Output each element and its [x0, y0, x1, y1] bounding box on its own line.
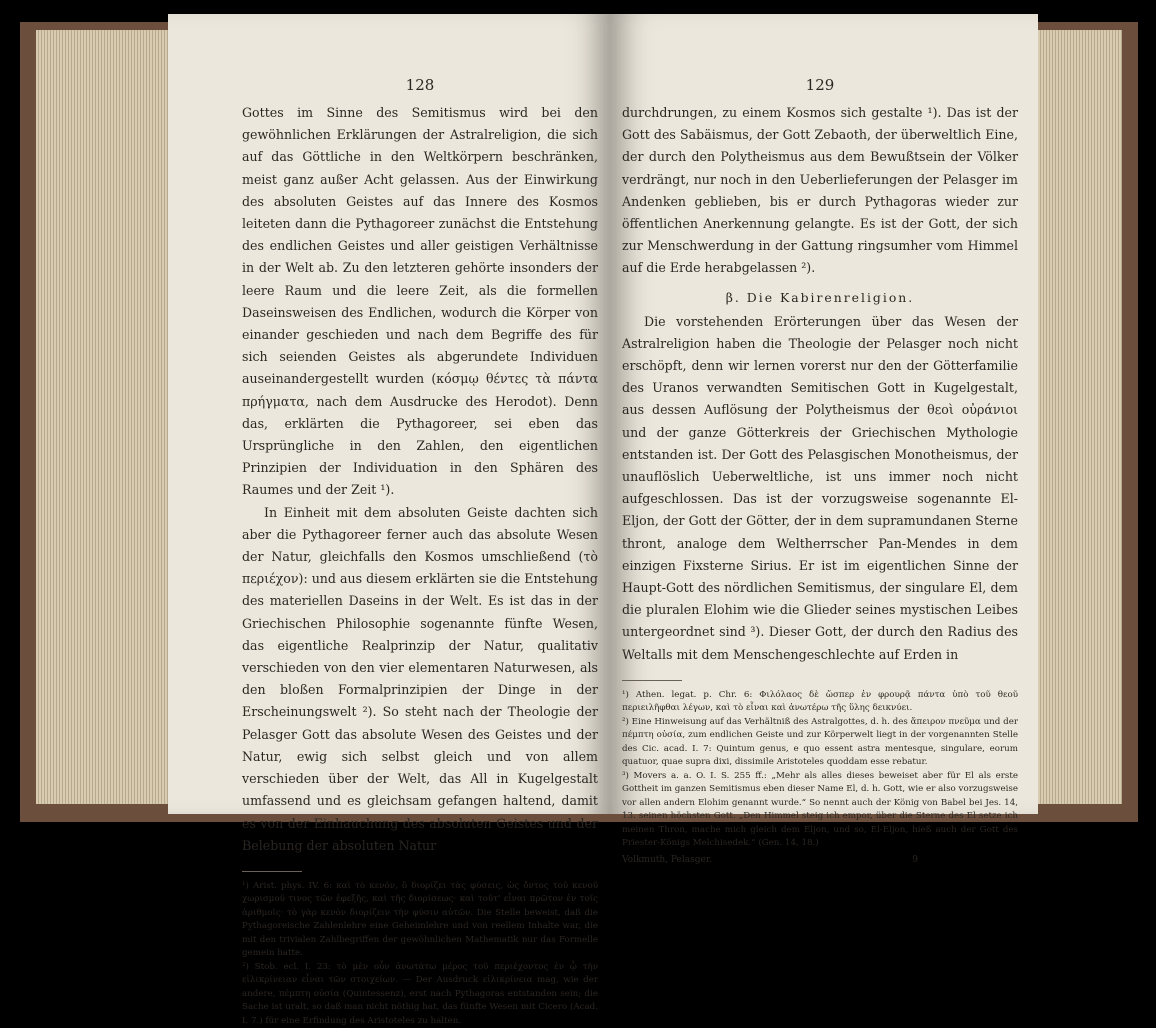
- paragraph: durchdrungen, zu einem Kosmos sich gestalte ¹). Das ist der Gott des Sabäismus, der Gott Zebaoth, der überweltlich Eine, der durch den Polytheismus aus dem Bewußtsein der Völker verdrängt, nur noch in den Ueberlieferungen der Pelasger im Andenken geblieben, bis er durch Pythagoras wieder zur öffentlichen Anerkennung gelangte. Es ist der Gott, der sich zur Menschwerdung in der Gattung ringsumher vom Himmel auf die Erde herabgelassen ²).: [622, 105, 1018, 276]
- footnote: ³) Movers a. a. O. I. S. 255 ff.: „Mehr als alles dieses beweiset aber für El als erste Gottheit im ganzen Semitismus eben dieser Name El, d. h. Gott, wie er also vorzugsweise vor allen andern Elohim genannt wurde.“ So nennt auch der König von Babel bei Jes. 14, 13. seinen höchsten Gott. „Den Himmel steig ich empor, über die Sterne des El setze ich meinen Thron, mache mich gleich dem Eljon, und so, El-Eljon, hieß auch der Gott des Priester-Königs Melchisedek.“ (Gen. 14, 18.): [622, 770, 1018, 849]
- section-heading: β. Die Kabirenreligion.: [725, 289, 915, 305]
- footnote: ¹) Athen. legat. p. Chr. 6: Φιλόλαος δὲ ὥσπερ ἐν φρουρᾷ πάντα ὑπὸ τοῦ θεοῦ περιειλῆφθαι λέγων, καὶ τὸ εἶναι καὶ ἀνωτέρω τῆς ὕλης δεικνύει.: [622, 689, 1018, 714]
- right-page: [610, 14, 1038, 865]
- right-footnotes: [622, 689, 1018, 851]
- signature-text: Volkmuth, Pelasger.: [622, 854, 712, 865]
- paragraph: In Einheit mit dem absoluten Geiste dachten sich aber die Pythagoreer ferner auch das absolute Wesen der Natur, gleichfalls den Kosmos umschließend (τὸ περιέχον): und aus diesem erklärten sie die Entstehung des materiellen Daseins in der Welt. Es ist das in der Griechischen Philosophie sogenannte fünfte Wesen, das eigentliche Realprinzip der Natur, qualitativ verschieden von den vier elementaren Naturwesen, als den bloßen Formalprinzipien der Dinge in der Erscheinungswelt ²). So steht nach der Theologie der Pelasger Gott das absolute Wesen des Geistes und der Natur, ewig sich selbst gleich und von allem verschieden über der Welt, das All in Kugelgestalt umfassend und es gleichsam gefangen haltend, damit es von der Einhauchung des absoluten Geistes und der Belebung der absoluten Natur: [242, 504, 598, 853]
- printer-signature: [622, 855, 1018, 865]
- left-footnotes: [242, 880, 598, 1028]
- footnote: ²) Stob. ecl. I. 23: τὸ μὲν οὖν ἀνωτάτω μέρος τοῦ περιέχοντος ἐν ᾧ τὴν εἰλικρίνειαν εἶναι τῶν στοιχείων. — Der Ausdruck εἰλικρίνεια mag, wie der andere, πέμπτη οὐσία (Quintessenz), erst nach Pythagoras entstanden sein; die Sache ist uralt, so daß man nicht nöthig hat, das fünfte Wesen mit Cicero (Acad. I. 7.) für eine Erfindung des Aristoteles zu halten.: [242, 961, 598, 1026]
- signature-number: 9: [912, 854, 918, 865]
- page-number: 129: [805, 76, 835, 94]
- footnote: ¹) Arist. phys. IV. 6: καὶ τὸ κενόν, ὃ διορίζει τὰς φύσεις, ὡς ὄντος τοῦ κενοῦ χωρισμοῦ τινος τῶν ἐφεξῆς, καὶ τῆς διορίσεως· καὶ τοῦτ' εἶναι πρῶτον ἐν τοῖς ἀριθμοῖς· τὸ γὰρ κενὸν διορίζειν τὴν φύσιν αὐτῶν. Die Stelle beweist, daß die Pythagoreische Zahlenlehre eine Geheimlehre und von reellem Inhalte war, die mit den trivialen Zahlbegriffen der gewöhnlichen Mathematik nur das Formelle gemein hatte.: [242, 880, 598, 959]
- footnote-rule: [622, 680, 682, 681]
- right-body-text: [622, 102, 1018, 666]
- left-page-edges: [36, 30, 168, 804]
- right-page-edges: [1038, 30, 1122, 804]
- paragraph: Gottes im Sinne des Semitismus wird bei den gewöhnlichen Erklärungen der Astralreligion, die sich auf das Göttliche in den Weltkörpern beschränken, meist ganz außer Acht gelassen. Aus der Einwirkung des absoluten Geistes auf das Innere des Kosmos leiteten dann die Pythagoreer zunächst die Entstehung des endlichen Geistes und aller geistigen Verhältnisse in der Welt ab. Zu den letzteren gehörte insonders der leere Raum und die leere Zeit, als die formellen Daseinsweisen des Endlichen, wodurch die Körper von einander geschieden und nach dem Begriffe des für sich seienden Geistes als abgerundete Individuen auseinandergestellt wurden (κόσμῳ θέντες τὰ πάντα πρήγματα, nach dem Ausdrucke des Herodot). Denn das, erklärten die Pythagoreer, sei eben das Ursprüngliche in den Zahlen, den eigentlichen Prinzipien der Individuation in den Sphären des Raumes und der Zeit ¹).: [242, 105, 598, 498]
- page-number: 128: [405, 76, 435, 94]
- paragraph: Die vorstehenden Erörterungen über das Wesen der Astralreligion haben die Theologie der Pelasger noch nicht erschöpft, denn wir lernen vorerst nur den der Götterfamilie des Uranos verwandten Semitischen Gott in Kugelgestalt, aus dessen Auflösung der Polytheismus der θεοὶ οὐράνιοι und der ganze Götterkreis der Griechischen Mythologie entstanden ist. Der Gott des Pelasgischen Monotheismus, der unauflöslich Ueberweltliche, ist uns immer noch nicht aufgeschlossen. Das ist der vorzugsweise sogenannte El-Eljon, der Gott der Götter, der in dem supramundanen Sterne thront, analoge dem Weltherrscher Pan-Mendes in dem einzigen Fixsterne Sirius. Er ist im eigentlichen Sinne der Haupt-Gott des nördlichen Semitismus, der singulare El, dem die pluralen Elohim wie die Glieder seines mystischen Leibes untergeordnet sind ³). Dieser Gott, der durch den Radius des Weltalls mit dem Menschengeschlechte auf Erden in: [622, 313, 1018, 662]
- left-page: [168, 14, 610, 1026]
- footnote: ²) Eine Hinweisung auf das Verhältniß des Astralgottes, d. h. des ἄπειρον πνεῦμα und der πέμπτη οὐσία, zum endlichen Geiste und zur Körperwelt liegt in der vorgenannten Stelle des Cic. acad. I. 7: Quintum genus, e quo essent astra mentesque, singulare, eorum quatuor, quae supra dixi, dissimile Aristoteles quoddam esse rebatur.: [622, 716, 1018, 768]
- footnote-rule: [242, 871, 302, 872]
- left-body-text: [242, 102, 598, 857]
